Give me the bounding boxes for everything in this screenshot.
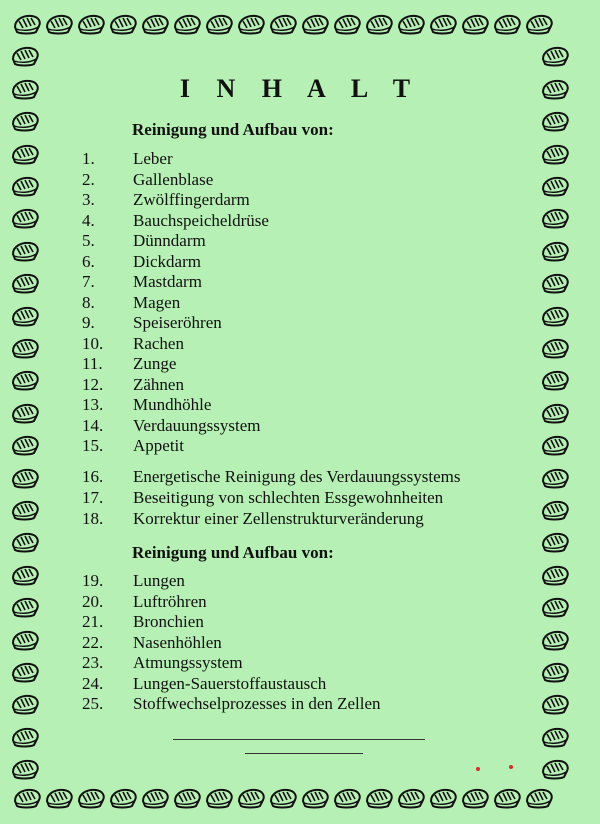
- page-title: I N H A L T: [179, 74, 421, 103]
- bread-loaf-icon: [10, 44, 40, 68]
- bread-loaf-icon: [492, 12, 522, 36]
- toc-label: Verdauungssystem: [133, 415, 261, 435]
- bread-loaf-icon: [10, 530, 40, 554]
- toc-row: [0, 612, 600, 632]
- bread-loaf-icon: [492, 786, 522, 810]
- toc-number: 20.: [82, 591, 104, 611]
- bread-loaf-icon: [540, 725, 570, 749]
- bread-loaf-icon: [140, 786, 170, 810]
- toc-row: [0, 170, 600, 190]
- bread-loaf-icon: [44, 786, 74, 810]
- toc-label: Luftröhren: [133, 591, 207, 611]
- bread-loaf-icon: [10, 109, 40, 133]
- toc-number: 19.: [82, 571, 104, 590]
- toc-number: 13.: [82, 395, 104, 414]
- toc-label: Beseitigung von schlechten Essgewohnheiten: [133, 488, 444, 507]
- toc-label: Korrektur einer Zellenstrukturveränderung: [133, 509, 424, 528]
- toc-number: 10.: [82, 333, 104, 353]
- bread-loaf-icon: [76, 12, 106, 36]
- toc-label: Speiseröhren: [133, 313, 222, 332]
- bread-loaf-icon: [524, 786, 554, 810]
- toc-label: Zunge: [133, 354, 177, 373]
- toc-row: [0, 633, 600, 653]
- toc-number: 25.: [82, 694, 104, 713]
- toc-number: 3.: [82, 190, 95, 209]
- bread-loaf-icon: [12, 12, 42, 36]
- toc-label: Magen: [133, 292, 181, 312]
- toc-row: [0, 375, 600, 395]
- toc-row: [0, 354, 600, 374]
- signature-line: [173, 739, 425, 740]
- signature-line-short: [245, 753, 363, 754]
- toc-label: Stoffwechselprozesses in den Zellen: [133, 694, 381, 713]
- bread-loaf-icon: [172, 12, 202, 36]
- bread-loaf-icon: [140, 12, 170, 36]
- bread-loaf-icon: [10, 725, 40, 749]
- bread-loaf-icon: [540, 44, 570, 68]
- bread-loaf-icon: [428, 786, 458, 810]
- bread-loaf-icon: [364, 12, 394, 36]
- ink-mark: [476, 767, 480, 771]
- bread-loaf-icon: [204, 12, 234, 36]
- toc-label: Atmungssystem: [133, 653, 243, 672]
- toc-label: Lungen-Sauerstoffaustausch: [133, 673, 327, 693]
- toc-number: 17.: [82, 488, 104, 507]
- toc-number: 14.: [82, 415, 104, 435]
- toc-label: Bronchien: [133, 612, 204, 631]
- toc-label: Appetit: [133, 436, 184, 455]
- toc-row: [0, 488, 600, 508]
- ink-mark: [509, 765, 513, 769]
- toc-label: Lungen: [133, 571, 185, 590]
- toc-number: 16.: [82, 467, 104, 486]
- bread-loaf-icon: [364, 786, 394, 810]
- toc-label: Mundhöhle: [133, 395, 212, 414]
- bread-loaf-icon: [236, 12, 266, 36]
- toc-label: Bauchspeicheldrüse: [133, 210, 269, 230]
- toc-row: [0, 674, 600, 694]
- toc-number: 24.: [82, 673, 104, 693]
- bread-loaf-icon: [540, 109, 570, 133]
- bread-loaf-icon: [268, 786, 298, 810]
- bread-loaf-icon: [12, 786, 42, 810]
- toc-row: [0, 313, 600, 333]
- bread-loaf-icon: [428, 12, 458, 36]
- toc-number: 6.: [82, 251, 95, 271]
- toc-row: [0, 231, 600, 251]
- toc-number: 23.: [82, 653, 104, 672]
- bread-loaf-icon: [396, 12, 426, 36]
- bread-loaf-icon: [460, 786, 490, 810]
- bread-loaf-icon: [332, 12, 362, 36]
- toc-number: 7.: [82, 272, 95, 291]
- toc-label: Dünndarm: [133, 231, 206, 250]
- toc-row: [0, 467, 600, 487]
- toc-label: Nasenhöhlen: [133, 632, 222, 652]
- toc-row: [0, 293, 600, 313]
- bread-loaf-icon: [44, 12, 74, 36]
- bread-loaf-icon: [300, 12, 330, 36]
- toc-number: 11.: [82, 354, 103, 373]
- toc-number: 9.: [82, 313, 95, 332]
- bread-loaf-icon: [300, 786, 330, 810]
- toc-number: 21.: [82, 612, 104, 631]
- toc-row: [0, 653, 600, 673]
- toc-label: Rachen: [133, 333, 184, 353]
- toc-row: [0, 571, 600, 591]
- bread-loaf-icon: [460, 12, 490, 36]
- toc-label: Energetische Reinigung des Verdauungssystems: [133, 467, 461, 486]
- bread-loaf-icon: [524, 12, 554, 36]
- toc-row: [0, 252, 600, 272]
- bread-loaf-icon: [236, 786, 266, 810]
- toc-row: [0, 334, 600, 354]
- bread-loaf-icon: [10, 757, 40, 781]
- toc-label: Dickdarm: [133, 251, 201, 271]
- toc-row: [0, 272, 600, 292]
- toc-row: [0, 509, 600, 529]
- toc-row: [0, 395, 600, 415]
- bread-loaf-icon: [396, 786, 426, 810]
- section-heading-2: Reinigung und Aufbau von:: [132, 543, 334, 562]
- toc-number: 4.: [82, 210, 95, 230]
- toc-number: 12.: [82, 374, 104, 394]
- toc-label: Zwölffingerdarm: [133, 190, 250, 209]
- bread-loaf-icon: [172, 786, 202, 810]
- bread-loaf-icon: [540, 757, 570, 781]
- toc-label: Gallenblase: [133, 169, 214, 189]
- bread-loaf-icon: [540, 530, 570, 554]
- toc-number: 5.: [82, 231, 95, 250]
- bread-loaf-icon: [268, 12, 298, 36]
- bread-loaf-icon: [108, 12, 138, 36]
- toc-row: [0, 592, 600, 612]
- bread-loaf-icon: [108, 786, 138, 810]
- toc-row: [0, 190, 600, 210]
- toc-number: 2.: [82, 169, 95, 189]
- toc-number: 18.: [82, 509, 104, 528]
- toc-number: 8.: [82, 292, 95, 312]
- toc-label: Zähnen: [133, 374, 184, 394]
- toc-row: [0, 436, 600, 456]
- bread-loaf-icon: [204, 786, 234, 810]
- bread-loaf-icon: [332, 786, 362, 810]
- toc-row: [0, 416, 600, 436]
- toc-row: [0, 694, 600, 714]
- toc-label: Leber: [133, 149, 173, 168]
- toc-number: 15.: [82, 436, 104, 455]
- bread-loaf-icon: [76, 786, 106, 810]
- section-heading-1: Reinigung und Aufbau von:: [132, 120, 334, 139]
- toc-number: 1.: [82, 149, 95, 168]
- toc-number: 22.: [82, 632, 104, 652]
- toc-row: [0, 211, 600, 231]
- toc-label: Mastdarm: [133, 272, 202, 291]
- toc-row: [0, 149, 600, 169]
